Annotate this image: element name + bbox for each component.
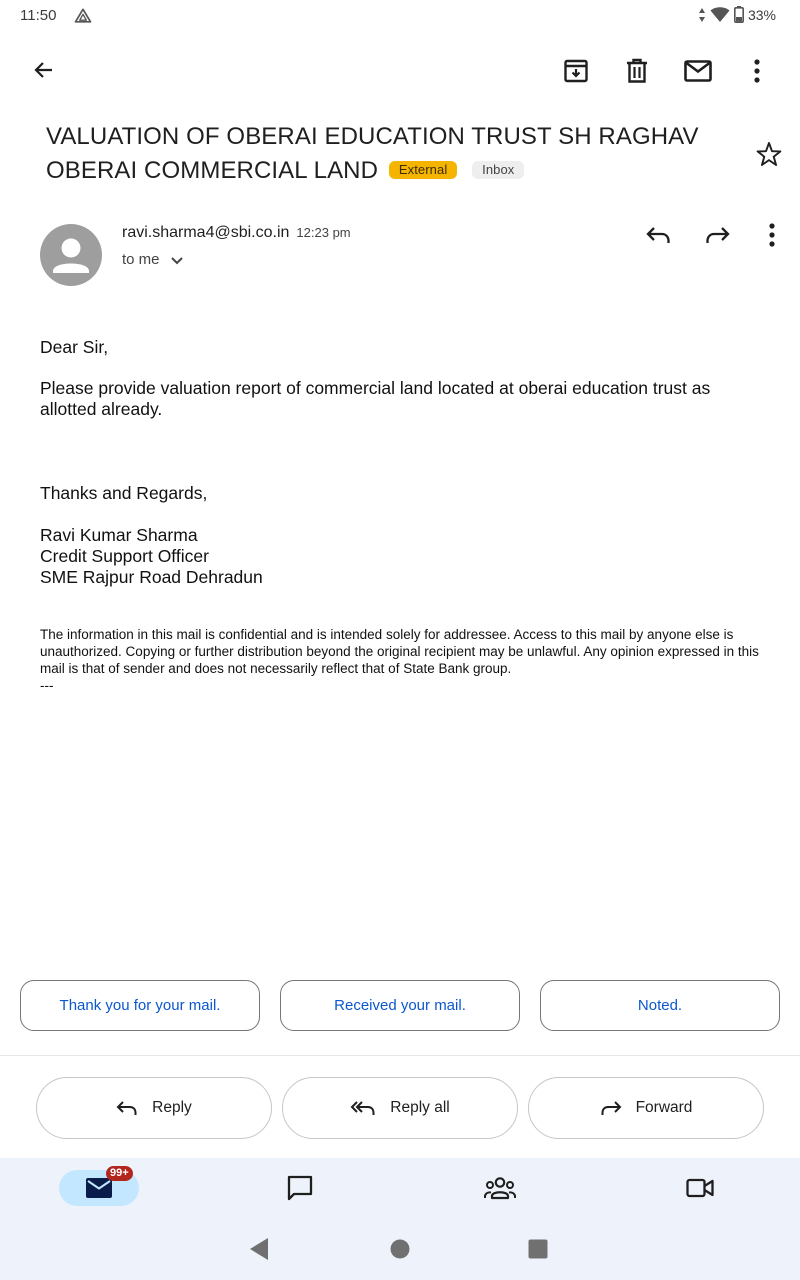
smart-reply-1[interactable]: Thank you for your mail. <box>20 980 260 1031</box>
person-icon <box>40 224 102 286</box>
email-time: 12:23 pm <box>296 225 351 240</box>
email-subject <box>46 120 736 188</box>
mail-icon <box>684 60 712 82</box>
sender-info <box>122 224 351 242</box>
mark-unread-button[interactable] <box>674 47 722 95</box>
archive-button[interactable] <box>552 47 600 95</box>
battery-icon <box>734 6 744 23</box>
system-recents-icon[interactable] <box>527 1236 549 1262</box>
recipient-details-toggle[interactable] <box>122 251 184 268</box>
reply-icon <box>645 224 671 246</box>
status-time: 11:50 <box>20 7 57 24</box>
signature-name: Ravi Kumar Sharma <box>40 525 198 545</box>
system-back-icon[interactable] <box>248 1236 270 1262</box>
status-bar <box>0 0 800 32</box>
reply-icon-button[interactable] <box>634 211 682 259</box>
forward-icon <box>705 224 731 246</box>
more-vert-icon <box>769 223 775 247</box>
email-greeting: Dear Sir, <box>40 337 109 357</box>
forward-icon <box>600 1099 622 1117</box>
forward-label: Forward <box>635 1099 693 1116</box>
reply-button[interactable] <box>36 1077 272 1139</box>
divider <box>0 1055 800 1056</box>
reply-all-label: Reply all <box>390 1099 450 1116</box>
forward-button[interactable] <box>528 1077 764 1139</box>
wifi-icon <box>710 7 730 23</box>
system-home-icon[interactable] <box>389 1236 411 1262</box>
chat-icon <box>286 1174 314 1202</box>
subject-text: VALUATION OF OBERAI EDUCATION TRUST SH RAGHAV OBERAI COMMERCIAL LAND <box>46 123 699 184</box>
reply-all-button[interactable] <box>282 1077 518 1139</box>
nav-spaces[interactable] <box>460 1170 540 1206</box>
external-label: External <box>389 161 458 179</box>
mail-unread-badge: 99+ <box>106 1166 133 1181</box>
sender-avatar[interactable] <box>40 224 102 286</box>
signature-title: Credit Support Officer <box>40 546 209 566</box>
battery-level: 33% <box>747 6 776 23</box>
smart-reply-3[interactable]: Noted. <box>540 980 780 1031</box>
disclaimer-text: The information in this mail is confidential and is intended solely for addressee. Access to this mail by anyone else is unauthorized. Copying or further distribution beyond the original recipient may be unlawful. Any opinion expressed in this mail is that of sender and does not necessarily reflect that of State Bank group. <box>40 627 759 676</box>
more-vert-icon <box>754 59 760 83</box>
reply-label: Reply <box>152 1099 192 1116</box>
nav-mail[interactable] <box>59 1167 139 1206</box>
star-icon[interactable] <box>745 130 793 178</box>
sender-email[interactable]: ravi.sharma4@sbi.co.in <box>122 224 290 241</box>
email-disclaimer <box>40 626 760 694</box>
reply-icon <box>116 1099 138 1117</box>
archive-icon <box>563 58 589 84</box>
nav-meet[interactable] <box>660 1170 740 1206</box>
data-arrows-icon <box>698 7 706 23</box>
recipient-text: to me <box>122 251 160 268</box>
back-button[interactable] <box>20 46 68 94</box>
signature-branch: SME Rajpur Road Dehradun <box>40 567 263 587</box>
forward-icon-button[interactable] <box>694 211 742 259</box>
message-more-button[interactable] <box>748 211 796 259</box>
nav-chat[interactable] <box>260 1170 340 1206</box>
arrow-back-icon <box>32 58 56 82</box>
group-icon <box>484 1176 516 1200</box>
disclaimer-end: --- <box>40 678 54 693</box>
email-closing: Thanks and Regards, <box>40 483 208 503</box>
delete-button[interactable] <box>613 47 661 95</box>
top-app-bar <box>0 44 800 100</box>
chevron-down-icon <box>170 255 184 265</box>
status-indicators <box>698 6 776 23</box>
drive-icon <box>73 6 93 26</box>
video-camera-icon <box>686 1178 714 1198</box>
email-paragraph: Please provide valuation report of commercial land located at oberai education trust as allotted already. <box>40 378 711 419</box>
inbox-label[interactable]: Inbox <box>472 161 524 179</box>
trash-icon <box>625 58 649 84</box>
mail-icon <box>86 1178 112 1198</box>
more-options-button[interactable] <box>733 47 781 95</box>
reply-all-icon <box>350 1099 376 1117</box>
smart-reply-2[interactable]: Received your mail. <box>280 980 520 1031</box>
